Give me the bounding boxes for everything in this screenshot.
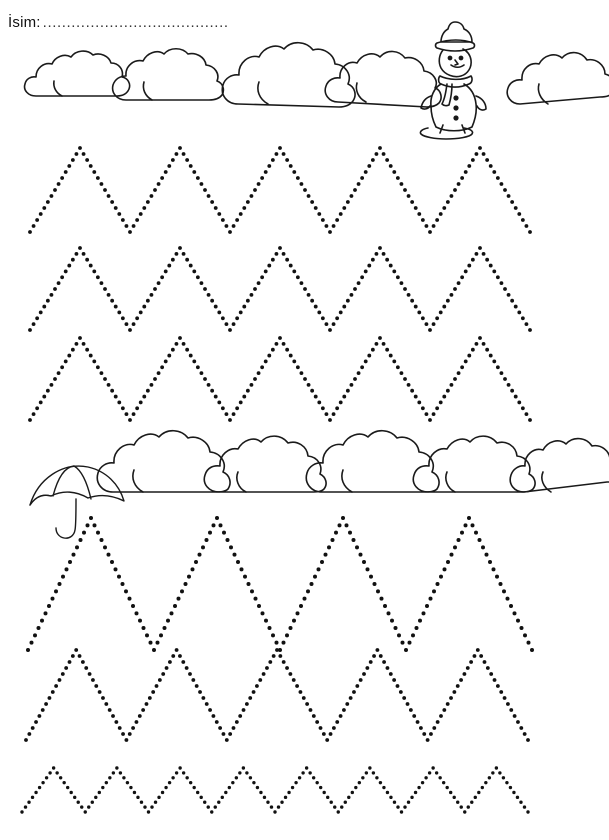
zigzag-row-5 (24, 648, 530, 742)
name-field-label: İsim: (8, 14, 41, 31)
zigzag-row-3 (28, 336, 532, 422)
cloud-row-middle (97, 431, 609, 492)
zigzag-row-4 (26, 516, 534, 652)
zigzag-row-2 (28, 246, 532, 332)
name-field-row (8, 14, 229, 31)
zigzag-row-1 (28, 146, 532, 234)
snowman-figure (420, 22, 486, 139)
zigzag-row-6 (20, 766, 529, 813)
name-field-line[interactable]: ....................................... (42, 14, 229, 31)
cloud-row-top (25, 43, 609, 107)
umbrella-figure (30, 466, 124, 538)
